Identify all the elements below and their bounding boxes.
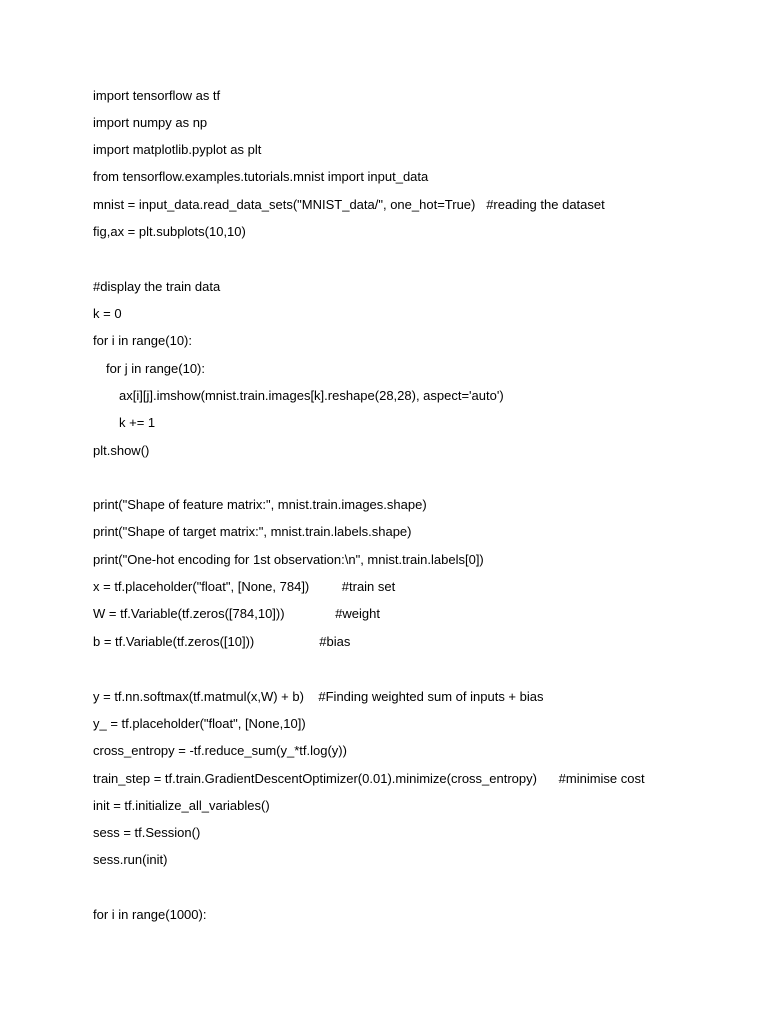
code-line-train-step: train_step = tf.train.GradientDescentOptimizer(0.01).minimize(cross_entropy) #minimise cost bbox=[93, 771, 645, 786]
code-line-for-j: for j in range(10): bbox=[106, 361, 205, 376]
code-line-init: init = tf.initialize_all_variables() bbox=[93, 798, 270, 813]
code-line-import-matplotlib: import matplotlib.pyplot as plt bbox=[93, 142, 262, 157]
code-line-k-init: k = 0 bbox=[93, 306, 122, 321]
code-line-k-increment: k += 1 bbox=[119, 415, 156, 430]
code-line-b-variable: b = tf.Variable(tf.zeros([10])) #bias bbox=[93, 634, 351, 649]
code-line-print-one-hot: print("One-hot encoding for 1st observation:\n", mnist.train.labels[0]) bbox=[93, 552, 484, 567]
code-line-imshow: ax[i][j].imshow(mnist.train.images[k].reshape(28,28), aspect='auto') bbox=[119, 388, 504, 403]
code-line-cross-entropy: cross_entropy = -tf.reduce_sum(y_*tf.log(y)) bbox=[93, 743, 347, 758]
code-line-print-target-shape: print("Shape of target matrix:", mnist.train.labels.shape) bbox=[93, 524, 412, 539]
code-line-import-input-data: from tensorflow.examples.tutorials.mnist import input_data bbox=[93, 169, 429, 184]
code-line-y-softmax: y = tf.nn.softmax(tf.matmul(x,W) + b) #Finding weighted sum of inputs + bias bbox=[93, 689, 544, 704]
code-line-for-i: for i in range(10): bbox=[93, 333, 192, 348]
code-line-y-placeholder: y_ = tf.placeholder("float", [None,10]) bbox=[93, 716, 306, 731]
code-line-session: sess = tf.Session() bbox=[93, 825, 201, 840]
code-line-import-numpy: import numpy as np bbox=[93, 115, 208, 130]
code-line-read-dataset: mnist = input_data.read_data_sets("MNIST_data/", one_hot=True) #reading the dataset bbox=[93, 197, 605, 212]
code-line-subplots: fig,ax = plt.subplots(10,10) bbox=[93, 224, 246, 239]
code-line-comment-display: #display the train data bbox=[93, 279, 221, 294]
code-line-print-feature-shape: print("Shape of feature matrix:", mnist.train.images.shape) bbox=[93, 497, 427, 512]
code-line-w-variable: W = tf.Variable(tf.zeros([784,10])) #weight bbox=[93, 606, 380, 621]
code-line-import-tensorflow: import tensorflow as tf bbox=[93, 88, 221, 103]
code-line-x-placeholder: x = tf.placeholder("float", [None, 784]) #train set bbox=[93, 579, 396, 594]
code-line-sess-run: sess.run(init) bbox=[93, 852, 168, 867]
code-line-plt-show: plt.show() bbox=[93, 443, 150, 458]
code-line-for-i-1000: for i in range(1000): bbox=[93, 907, 207, 922]
